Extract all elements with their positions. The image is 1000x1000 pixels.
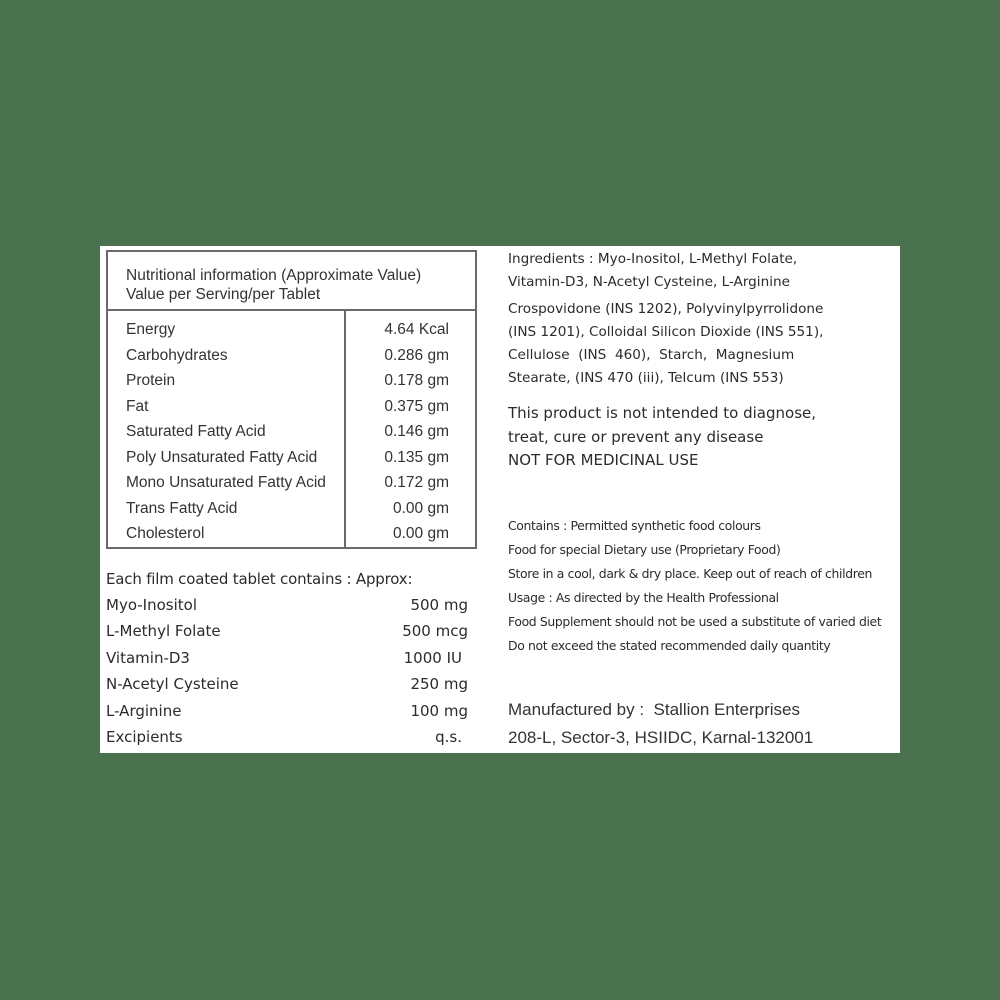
excipients-line: Cellulose (INS 460), Starch, Magnesium <box>508 347 795 363</box>
note-line: Usage : As directed by the Health Professional <box>508 590 779 605</box>
manufacturer-name: Manufactured by : Stallion Enterprises <box>508 700 800 719</box>
label-panel <box>100 246 900 753</box>
excipients-line: Stearate, (INS 470 (iii), Telcum (INS 553) <box>508 370 784 386</box>
table-row <box>108 496 475 521</box>
nutrient-label: Mono Unsaturated Fatty Acid <box>126 474 326 491</box>
notes-section <box>508 514 900 658</box>
component-label: N-Acetyl Cysteine <box>106 675 239 694</box>
nutrient-label: Cholesterol <box>126 525 205 542</box>
component-label: Myo-Inositol <box>106 596 198 614</box>
list-item <box>106 620 468 646</box>
component-label: L-Methyl Folate <box>106 622 221 641</box>
component-label: L-Arginine <box>106 701 182 720</box>
list-item <box>106 647 468 673</box>
list-item <box>106 700 468 726</box>
component-value: 1000 IU <box>403 648 462 667</box>
manufacturer-address: 208-L, Sector-3, HSIIDC, Karnal-132001 <box>508 728 814 747</box>
table-row <box>108 317 475 342</box>
list-item <box>106 726 468 752</box>
ingredients-line: Ingredients : Myo-Inositol, L-Methyl Folate, <box>508 251 798 267</box>
nutrient-label: Fat <box>126 397 149 415</box>
nutrient-label: Trans Fatty Acid <box>126 499 238 517</box>
component-value: q.s. <box>435 727 462 746</box>
nutrition-table <box>106 250 477 549</box>
ingredients-line: Vitamin-D3, N-Acetyl Cysteine, L-Arginine <box>508 274 790 290</box>
component-value: 500 mcg <box>402 622 468 641</box>
list-item <box>106 673 468 699</box>
nutrient-value: 0.172 gm <box>384 474 449 491</box>
list-item <box>106 594 468 620</box>
nutrient-value: 0.146 gm <box>384 423 449 440</box>
table-row <box>108 368 475 393</box>
disclaimer-section <box>508 402 894 473</box>
excipients-line: Crospovidone (INS 1202), Polyvinylpyrrolidone <box>508 301 824 317</box>
nutrient-value: 0.178 gm <box>384 372 449 389</box>
nutrient-label: Carbohydrates <box>126 346 228 364</box>
note-line: Store in a cool, dark & dry place. Keep out of reach of children <box>508 566 872 581</box>
manufacturer-section <box>508 696 900 752</box>
nutrient-label: Energy <box>126 321 176 338</box>
nutrition-table-body <box>108 311 475 547</box>
table-row <box>108 521 475 546</box>
table-row <box>108 445 475 470</box>
nutrient-value: 0.00 gm <box>392 525 449 542</box>
disclaimer-line: This product is not intended to diagnose, <box>508 404 817 422</box>
nutrient-value: 0.00 gm <box>392 499 449 517</box>
component-value: 250 mg <box>410 675 468 694</box>
composition-list <box>106 568 468 752</box>
note-line: Food Supplement should not be used a substitute of varied diet <box>508 614 882 629</box>
nutrient-value: 0.135 gm <box>384 448 449 466</box>
nutrient-value: 4.64 Kcal <box>384 321 449 338</box>
table-row <box>108 343 475 368</box>
component-label: Excipients <box>106 727 183 746</box>
component-value: 100 mg <box>410 701 468 720</box>
table-row <box>108 419 475 444</box>
note-line: Contains : Permitted synthetic food colours <box>508 518 761 533</box>
note-line: Do not exceed the stated recommended daily quantity <box>508 638 831 653</box>
composition-heading: Each film coated tablet contains : Approx: <box>106 570 413 588</box>
disclaimer-line: treat, cure or prevent any disease <box>508 427 764 446</box>
not-for-medicinal-use: NOT FOR MEDICINAL USE <box>508 451 699 469</box>
excipients-line: (INS 1201), Colloidal Silicon Dioxide (INS 551), <box>508 324 824 340</box>
nutrient-label: Protein <box>126 372 176 389</box>
nutrient-value: 0.286 gm <box>384 346 449 364</box>
nutrient-label: Saturated Fatty Acid <box>126 423 266 440</box>
ingredients-section <box>508 248 894 390</box>
table-row <box>108 470 475 495</box>
component-label: Vitamin-D3 <box>106 648 190 667</box>
note-line: Food for special Dietary use (Proprietary Food) <box>508 542 781 557</box>
nutrient-label: Poly Unsaturated Fatty Acid <box>126 448 318 466</box>
table-row <box>108 394 475 419</box>
nutrition-subtitle: Value per Serving/per Tablet <box>126 286 321 303</box>
nutrition-title: Nutritional information (Approximate Value) <box>126 267 422 284</box>
nutrition-table-header <box>108 252 475 311</box>
nutrient-value: 0.375 gm <box>384 397 449 415</box>
component-value: 500 mg <box>410 596 468 614</box>
